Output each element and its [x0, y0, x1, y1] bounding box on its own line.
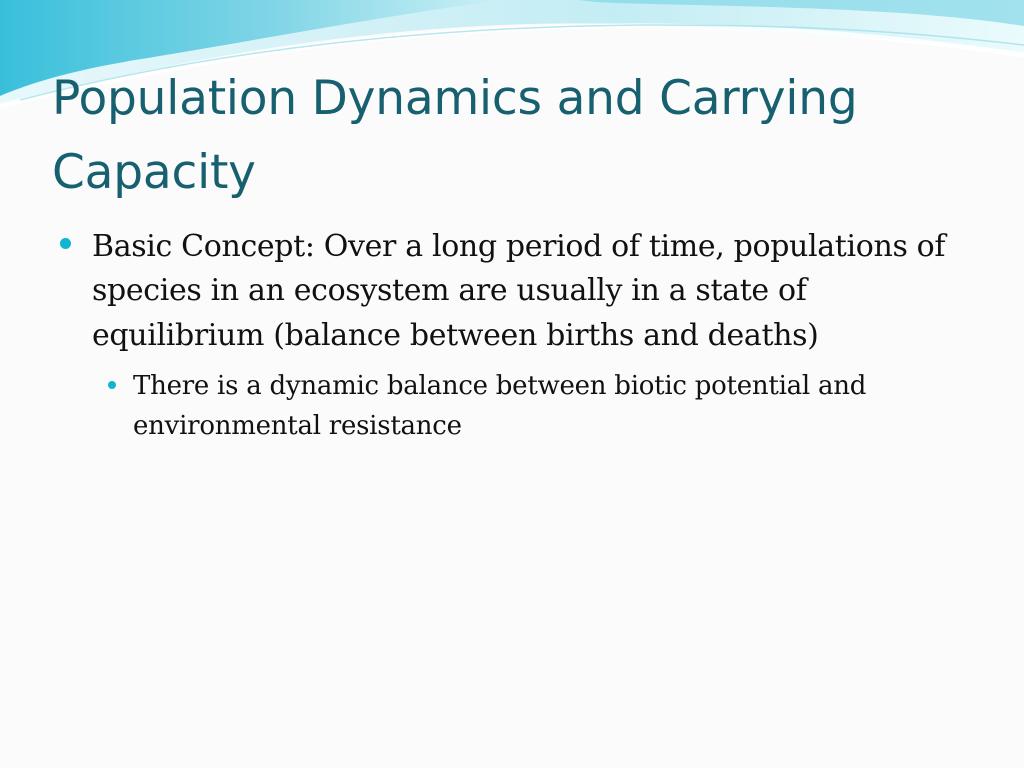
bullet-dot-icon — [60, 238, 71, 249]
subbullet-item-dynamic-balance — [60, 366, 970, 447]
bullet-list — [60, 225, 970, 447]
bullet-text: Basic Concept: Over a long period of time, populations of species in an ecosystem are usually in a state of equilibrium (balance between births and deaths) — [92, 229, 946, 353]
bullet-item-basic-concept — [60, 225, 970, 358]
subbullet-text: There is a dynamic balance between biotic potential and environmental resistance — [133, 371, 867, 442]
bullet-dot-icon — [108, 381, 116, 389]
slide-title: Population Dynamics and Carrying Capacity — [52, 71, 858, 201]
